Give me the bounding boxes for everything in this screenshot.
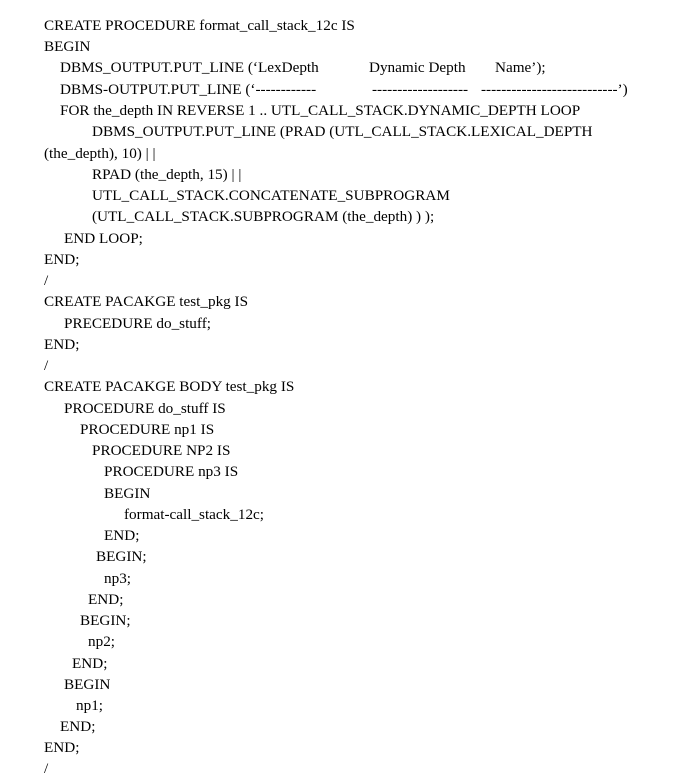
code-line-3 — [0, 58, 678, 78]
code-line-6: DBMS_OUTPUT.PUT_LINE (PRAD (UTL_CALL_STACK.LEXICAL_DEPTH — [92, 123, 593, 140]
code-line-30: np2; — [88, 633, 116, 650]
code-line-17: / — [44, 357, 49, 374]
code-line-32: BEGIN — [64, 676, 111, 693]
code-line-8: RPAD (the_depth, 15) | | — [92, 166, 242, 183]
code-line-1: CREATE PROCEDURE format_call_stack_12c IS — [44, 17, 355, 34]
code-line-4 — [0, 80, 678, 100]
code-segment-name: Name’); — [495, 59, 546, 76]
code-segment-dashes: ---------------------------’) — [481, 81, 628, 98]
code-segment-dynamic-depth: Dynamic Depth — [369, 59, 466, 76]
code-line-25: END; — [104, 527, 140, 544]
code-line-29: BEGIN; — [80, 612, 131, 629]
code-line-23: BEGIN — [104, 485, 151, 502]
code-line-35: END; — [44, 739, 80, 756]
code-line-27: np3; — [104, 570, 132, 587]
code-line-33: np1; — [76, 697, 104, 714]
code-line-9: UTL_CALL_STACK.CONCATENATE_SUBPROGRAM — [92, 187, 450, 204]
code-line-16: END; — [44, 336, 80, 353]
code-line-15: PRECEDURE do_stuff; — [64, 315, 211, 332]
code-line-19: PROCEDURE do_stuff IS — [64, 400, 226, 417]
code-line-36: / — [44, 760, 49, 777]
code-line-21: PROCEDURE NP2 IS — [92, 442, 231, 459]
code-segment-call: DBMS-OUTPUT.PUT_LINE (‘------------ — [60, 81, 317, 98]
code-line-2: BEGIN — [44, 38, 91, 55]
code-line-34: END; — [60, 718, 96, 735]
code-line-28: END; — [88, 591, 124, 608]
code-line-24: format-call_stack_12c; — [124, 506, 265, 523]
code-line-12: END; — [44, 251, 80, 268]
code-line-10: (UTL_CALL_STACK.SUBPROGRAM (the_depth) ) ); — [92, 208, 435, 225]
code-line-20: PROCEDURE np1 IS — [80, 421, 215, 438]
code-line-11: END LOOP; — [64, 230, 143, 247]
code-line-7: (the_depth), 10) | | — [44, 145, 156, 162]
code-line-14: CREATE PACAKGE test_pkg IS — [44, 293, 249, 310]
code-line-31: END; — [72, 655, 108, 672]
code-line-22: PROCEDURE np3 IS — [104, 463, 239, 480]
code-line-5: FOR the_depth IN REVERSE 1 .. UTL_CALL_STACK.DYNAMIC_DEPTH LOOP — [60, 102, 581, 119]
code-segment-call: DBMS_OUTPUT.PUT_LINE (‘LexDepth — [60, 59, 319, 76]
code-line-26: BEGIN; — [96, 548, 147, 565]
code-line-13: / — [44, 272, 49, 289]
code-line-18: CREATE PACAKGE BODY test_pkg IS — [44, 378, 295, 395]
code-segment-dashes: ------------------- — [372, 81, 469, 98]
